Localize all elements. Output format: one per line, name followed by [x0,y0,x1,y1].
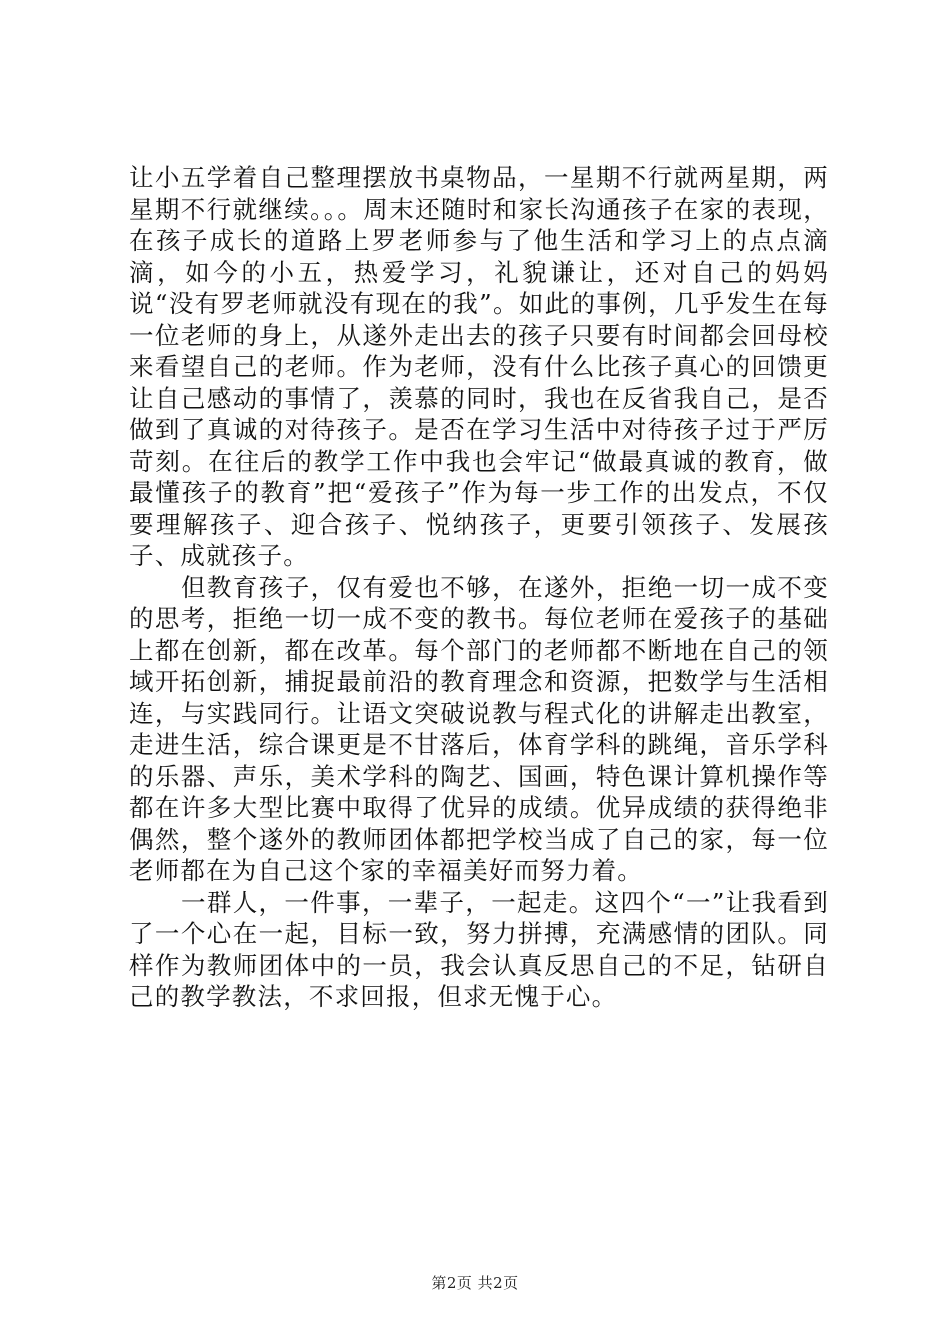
paragraph-continuation: 让小五学着自己整理摆放书桌物品，一星期不行就两星期，两星期不行就继续。。。周末还随时和家长沟通孩子在家的表现，在孩子成长的道路上罗老师参与了他生活和学习上的点点滴滴，如今的小五，热爱学习，礼貌谦让，还对自己的妈妈说“没有罗老师就没有现在的我”。如此的事例，几乎发生在每一位老师的身上，从遂外走出去的孩子只要有时间都会回母校来看望自己的老师。作为老师，没有什么比孩子真心的回馈更让自己感动的事情了，羡慕的同时，我也在反省我自己，是否做到了真诚的对待孩子。是否在学习生活中对待孩子过于严厉苛刻。在往后的教学工作中我也会牢记“做最真诚的教育，做最懂孩子的教育”把“爱孩子”作为每一步工作的出发点，不仅要理解孩子、迎合孩子、悦纳孩子，更要引领孩子、发展孩子、成就孩子。 [129,163,829,570]
paragraph-innovation: 但教育孩子，仅有爱也不够，在遂外，拒绝一切一成不变的思考，拒绝一切一成不变的教书。每位老师在爱孩子的基础上都在创新，都在改革。每个部门的老师都不断地在自己的领域开拓创新，捕捉最前沿的教育理念和资源，把数学与生活相连，与实践同行。让语文突破说教与程式化的讲解走出教室，走进生活，综合课更是不甘落后，体育学科的跳绳，音乐学科的乐器、声乐，美术学科的陶艺、国画，特色课计算机操作等都在许多大型比赛中取得了优异的成绩。优异成绩的获得绝非偶然，整个遂外的教师团体都把学校当成了自己的家，每一位老师都在为自己这个家的幸福美好而努力着。 [129,572,829,885]
paragraph-conclusion: 一群人，一件事，一辈子，一起走。这四个“一”让我看到了一个心在一起，目标一致，努力拼搏，充满感情的团队。同样作为教师团体中的一员，我会认真反思自己的不足，钻研自己的教学教法，不求回报，但求无愧于心。 [129,887,829,1011]
document-body [129,162,829,1013]
page-number-footer: 第2页 共2页 [431,1274,519,1292]
